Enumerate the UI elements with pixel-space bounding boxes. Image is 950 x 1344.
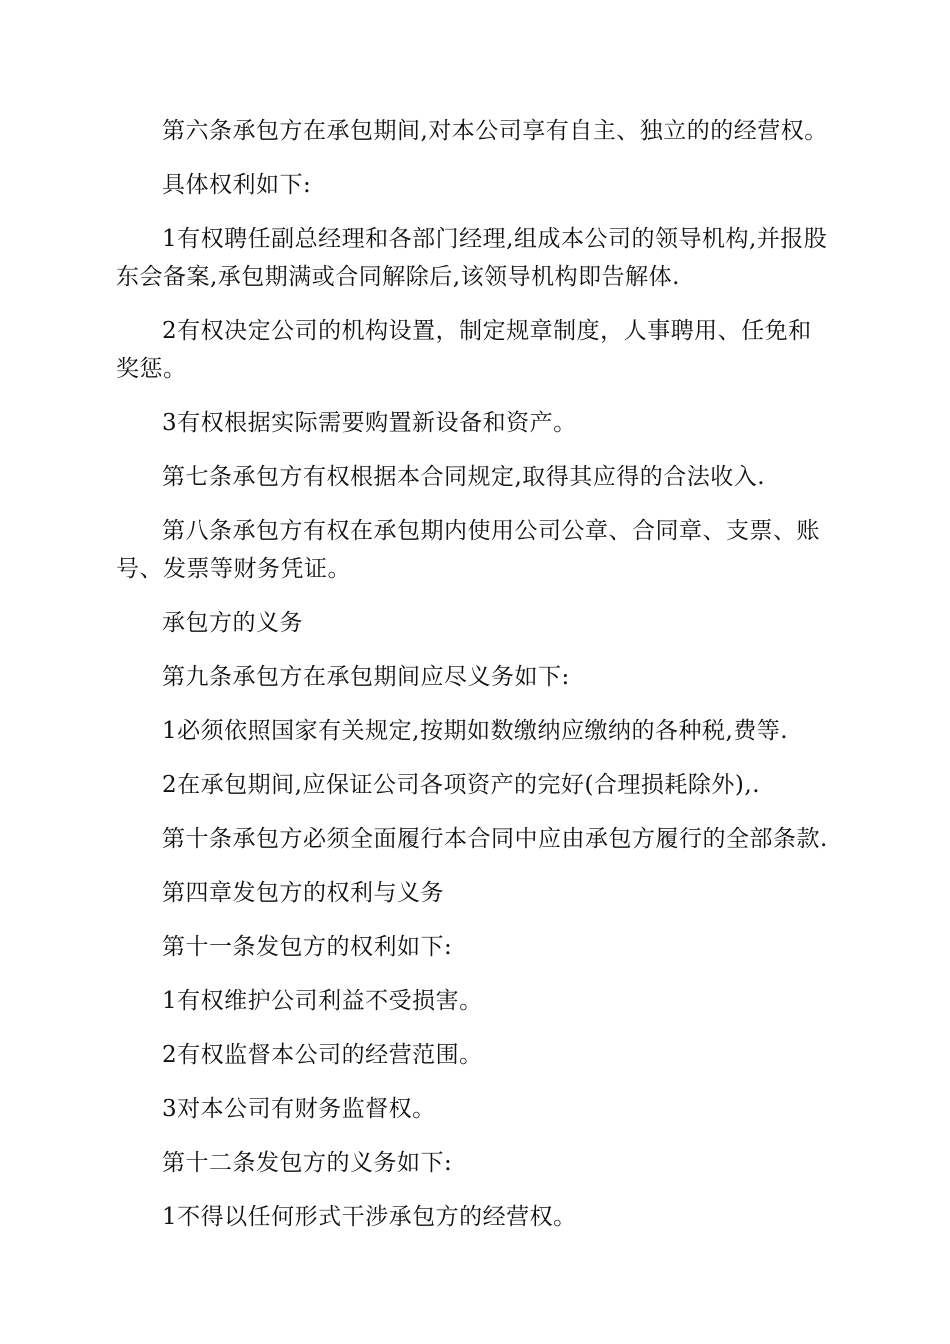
- paragraph: 1必须依照国家有关规定,按期如数缴纳应缴纳的各种税,费等.: [162, 718, 789, 744]
- paragraph: 第十二条发包方的义务如下:: [162, 1150, 453, 1176]
- paragraph: 第六条承包方在承包期间,对本公司享有自主、独立的的经营权。: [162, 118, 828, 144]
- chapter-heading: 第四章发包方的权利与义务: [162, 880, 444, 906]
- paragraph: 1有权维护公司利益不受损害。: [162, 988, 483, 1014]
- paragraph: 1有权聘任副总经理和各部门经理,组成本公司的领导机构,并报股东会备案,承包期满或合同解除后,该领导机构即告解体.: [116, 226, 828, 290]
- paragraph: 第七条承包方有权根据本合同规定,取得其应得的合法收入.: [162, 464, 766, 490]
- paragraph: 第十一条发包方的权利如下:: [162, 934, 453, 960]
- paragraph: 2有权监督本公司的经营范围。: [162, 1042, 483, 1068]
- paragraph: 3有权根据实际需要购置新设备和资产。: [162, 410, 577, 436]
- paragraph: 第九条承包方在承包期间应尽义务如下:: [162, 664, 570, 690]
- paragraph: 第十条承包方必须全面履行本合同中应由承包方履行的全部条款.: [162, 826, 828, 852]
- paragraph: 3对本公司有财务监督权。: [162, 1096, 436, 1122]
- paragraph: 2有权决定公司的机构设置，制定规章制度，人事聘用、任免和奖惩。: [116, 318, 812, 382]
- paragraph: 第八条承包方有权在承包期内使用公司公章、合同章、支票、账号、发票等财务凭证。: [116, 518, 820, 582]
- paragraph: 2在承包期间,应保证公司各项资产的完好(合理损耗除外),.: [162, 772, 761, 798]
- paragraph: 1不得以任何形式干涉承包方的经营权。: [162, 1204, 577, 1230]
- document-body: [116, 112, 828, 1252]
- paragraph: 具体权利如下:: [162, 172, 312, 198]
- section-heading: 承包方的义务: [162, 610, 303, 636]
